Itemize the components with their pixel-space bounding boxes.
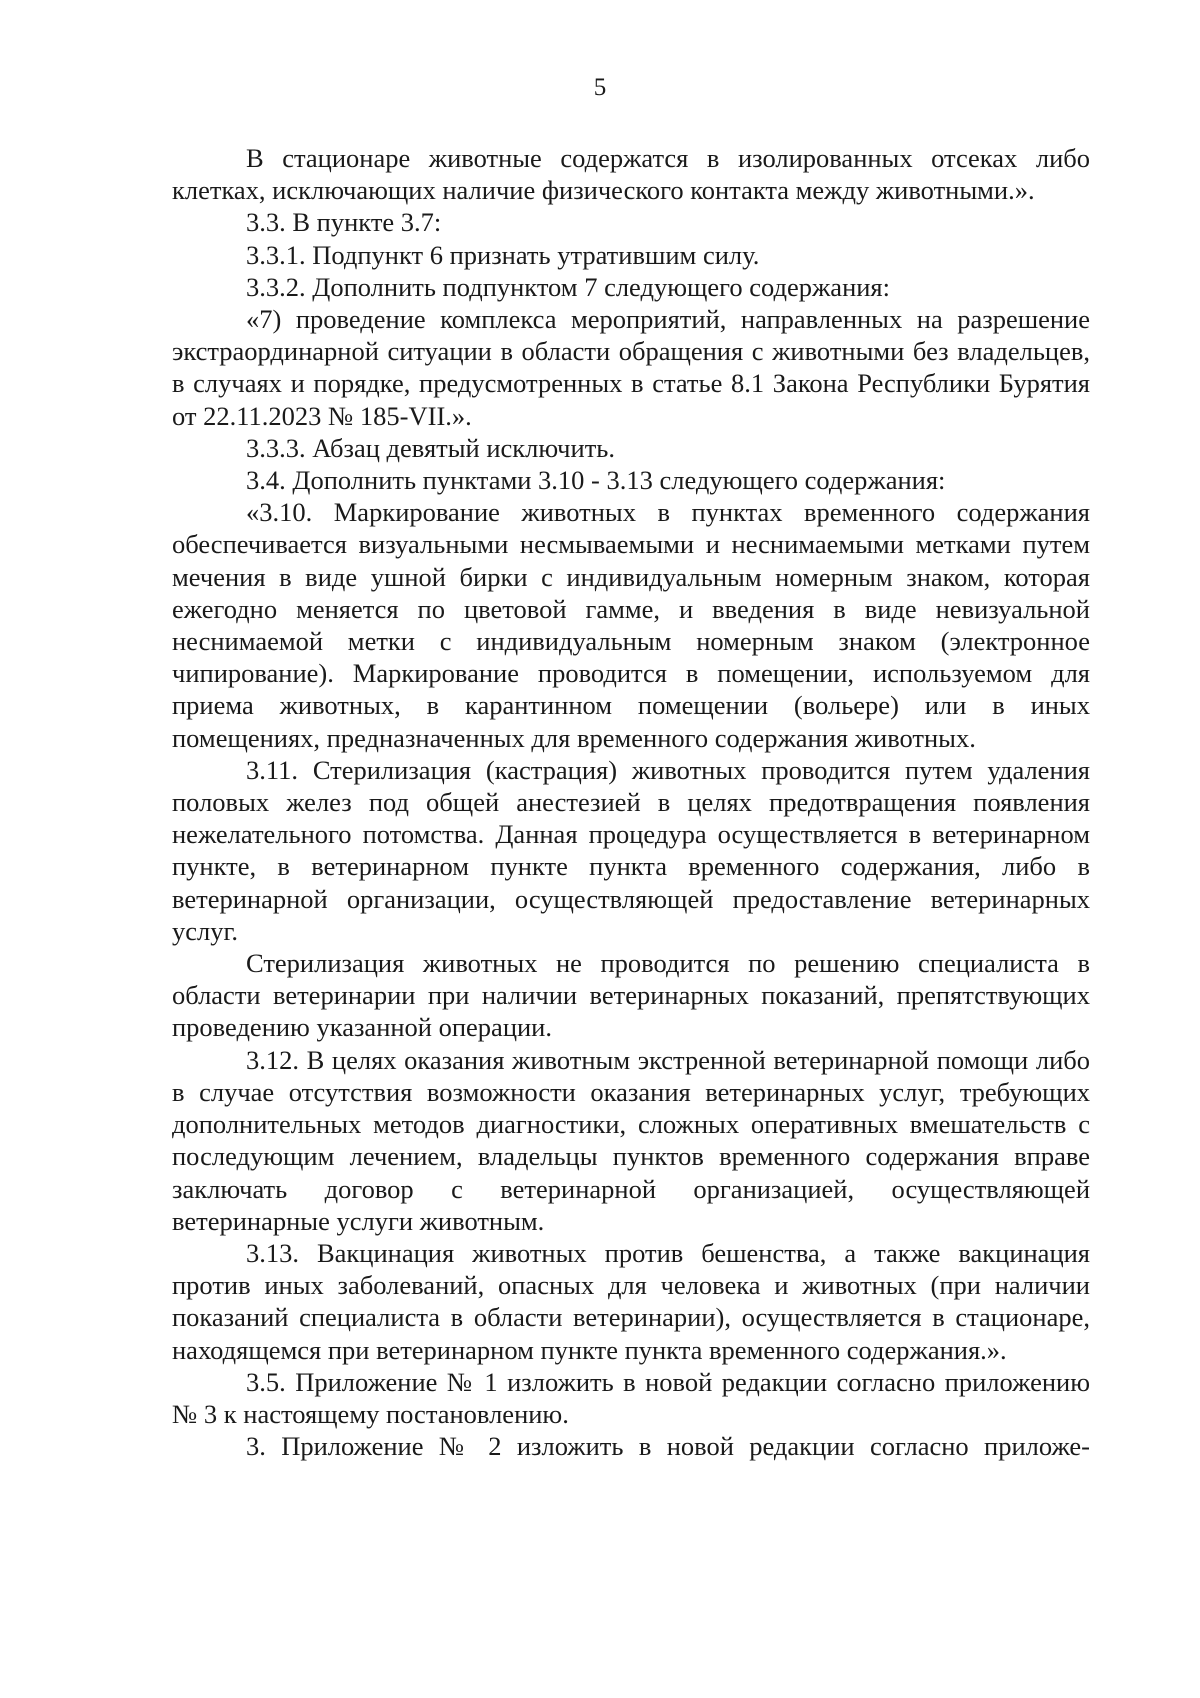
paragraph-7: 3.4. Дополнить пунктами 3.10 - 3.13 следующего содержания: — [246, 465, 946, 496]
paragraph-1: В стационаре животные содержатся в изолированных отсеках либо клетках, исключающих наличие физического контакта между животными.». — [172, 143, 1090, 206]
paragraph-9: 3.11. Стерилизация (кастрация) животных проводится путем удаления половых желез под общей анестезией в целях предотвращения появления нежелательного потомства. Данная процедура осуществляется в ветеринарном пункте, в ветеринарном пункте пункта временного содержания, либо в ветеринарной организации, осуществляющей предоставление ветеринарных услуг. — [172, 754, 1090, 946]
page-number: 5 — [593, 74, 607, 101]
paragraph-12: 3.13. Вакцинация животных против бешенства, а также вакцинация против иных заболеваний, опасных для человека и животных (при наличии показаний специалиста в области ветеринарии), осуществляется в стационаре, находящемся при ветеринарном пункте пункта временного содержания.». — [172, 1237, 1090, 1365]
paragraph-13: 3.5. Приложение № 1 изложить в новой редакции согласно приложению № 3 к настоящему постановлению. — [172, 1366, 1090, 1429]
paragraph-10: Стерилизация животных не проводится по решению специалиста в области ветеринарии при наличии ветеринарных показаний, препятствующих проведению указанной операции. — [172, 948, 1090, 1043]
paragraph-5: «7) проведение комплекса мероприятий, направленных на разрешение экстраординарной ситуации в области обращения с животными без владельцев, в случаях и порядке, предусмотренных в статье 8.1 Закона Республики Бурятия от 22.11.2023 № 185-VII.». — [172, 304, 1090, 431]
paragraph-2: 3.3. В пункте 3.7: — [246, 207, 442, 238]
document-body — [172, 142, 1090, 1462]
paragraph-8: «3.10. Маркирование животных в пунктах временного содержания обеспечивается визуальными несмываемыми и неснимаемыми метками путем мечения в виде ушной бирки с индивидуальным номерным знаком, которая ежегодно меняется по цветовой гамме, и введения в виде невизуальной неснимаемой метки с индивидуальным номерным знаком (электронное чипирование). Маркирование проводится в помещении, используемом для приема животных, в карантинном помещении (вольере) или в иных помещениях, предназначенных для временного содержания животных. — [172, 497, 1090, 753]
paragraph-11: 3.12. В целях оказания животным экстренной ветеринарной помощи либо в случае отсутствия возможности оказания ветеринарных услуг, требующих дополнительных методов диагностики, сложных оперативных вмешательств с последующим лечением, владельцы пунктов временного содержания вправе заключать договор с ветеринарной организацией, осуществляющей ветеринарные услуги животным. — [172, 1044, 1090, 1236]
paragraph-6: 3.3.3. Абзац девятый исключить. — [246, 432, 615, 463]
paragraph-4: 3.3.2. Дополнить подпунктом 7 следующего содержания: — [246, 271, 890, 302]
paragraph-14: 3. Приложение № 2 изложить в новой редакции согласно приложе- — [246, 1431, 1090, 1462]
paragraph-3: 3.3.1. Подпункт 6 признать утратившим силу. — [246, 239, 760, 270]
